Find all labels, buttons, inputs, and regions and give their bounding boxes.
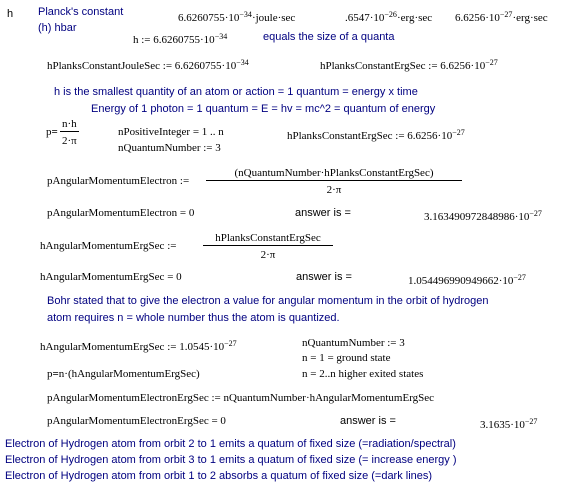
p-equals-sign: = <box>51 126 58 138</box>
angular-answer-mantissa: 3.163490972848986·10 <box>424 211 530 223</box>
planck-joule-value[interactable] <box>178 8 295 25</box>
planck-erg-sec-mantissa: hPlanksConstantErgSec := 6.6256·10 <box>320 60 486 72</box>
electron-erg-sec-definition[interactable]: pAngularMomentumElectronErgSec := nQuantumNumber·hAngularMomentumErgSec <box>47 392 435 404</box>
planck-erg1-exponent: −26 <box>384 10 397 19</box>
planck-erg-sec-definition-2[interactable] <box>287 126 465 143</box>
p-definition-lhs[interactable] <box>46 126 58 139</box>
h-definition[interactable] <box>133 30 227 47</box>
h-symbol-label: h <box>7 8 14 20</box>
h-angular-momentum-numerator: hPlanksConstantErgSec <box>203 232 333 246</box>
h-angular-answer-mantissa: 1.054496990949662·10 <box>408 275 514 287</box>
n-quantum-number-definition-2[interactable]: nQuantumNumber := 3 <box>302 337 405 349</box>
angular-momentum-electron-lhs[interactable]: pAngularMomentumElectron := <box>47 175 190 187</box>
angular-answer-exponent: −27 <box>529 209 542 218</box>
h-definition-mantissa: h := 6.6260755·10 <box>133 34 215 46</box>
p-fraction <box>60 118 79 148</box>
p-symbol: p <box>46 126 52 138</box>
electron-answer-mantissa: 3.1635·10 <box>480 419 525 431</box>
p-state-definition[interactable] <box>47 368 200 381</box>
n-positive-integer-range[interactable]: nPositiveInteger = 1 .. n <box>118 126 224 138</box>
p-fraction-denominator: 2·π <box>61 135 77 147</box>
h-angular-momentum-value-definition[interactable] <box>40 337 237 354</box>
ground-state-note: n = 1 = ground state <box>302 352 391 364</box>
planck-erg2-unit: ·erg·sec <box>512 12 548 24</box>
angular-momentum-electron-denominator: 2·π <box>326 184 342 196</box>
quantum-note-2: Energy of 1 photon = 1 quantum = E = hv = mc^2 = quantum of energy <box>91 103 436 115</box>
planck-erg-sec-2-exponent: −27 <box>452 128 465 137</box>
angular-momentum-electron-numerator: (nQuantumNumber·hPlanksConstantErgSec) <box>206 167 462 181</box>
h-angular-answer-exponent: −27 <box>513 273 526 282</box>
planck-erg-sec-2-mantissa: hPlanksConstantErgSec := 6.6256·10 <box>287 130 453 142</box>
footer-note-1: Electron of Hydrogen atom from orbit 2 to 1 emits a quatum of fixed size (=radiation/spectral) <box>5 438 456 450</box>
h-angular-answer-value <box>408 271 526 288</box>
planck-erg-sec-definition[interactable] <box>320 56 498 73</box>
excited-states-note: n = 2..n higher exited states <box>302 368 424 380</box>
quantum-note-1: h is the smallest quantity of an atom or action = 1 quantum = energy x time <box>54 86 418 98</box>
footer-note-3: Electron of Hydrogen atom from orbit 1 to 2 absorbs a quatum of fixed size (=dark lines) <box>5 470 433 482</box>
planck-joule-sec-exponent: −34 <box>236 58 249 67</box>
planck-joule-mantissa: 6.6260755·10 <box>178 12 240 24</box>
h-angular-answer-label: answer is = <box>296 271 352 283</box>
electron-answer-label: answer is = <box>340 415 396 427</box>
h-angular-momentum-denominator: 2·π <box>260 249 276 261</box>
planck-joule-sec-definition[interactable] <box>47 56 249 73</box>
planck-erg2-mantissa: 6.6256·10 <box>455 12 500 24</box>
planck-erg-value-2[interactable] <box>455 8 548 25</box>
planck-erg-value-1[interactable] <box>345 8 432 25</box>
equals-quanta-text: equals the size of a quanta <box>263 31 395 43</box>
electron-answer-exponent: −27 <box>524 417 538 426</box>
p-state-equals: = <box>52 368 59 380</box>
h-definition-exponent: −34 <box>214 32 228 41</box>
planck-erg1-unit: ·erg·sec <box>396 12 433 24</box>
electron-erg-sec-eval[interactable]: pAngularMomentumElectronErgSec = 0 <box>47 415 226 427</box>
bohr-note-2: atom requires n = whole number thus the atom is quantized. <box>47 312 340 324</box>
planck-joule-sec-mantissa: hPlanksConstantJouleSec := 6.6260755·10 <box>47 60 237 72</box>
plancks-constant-label: Planck's constant <box>38 6 124 18</box>
h-angular-value-exponent: −27 <box>224 339 237 348</box>
p-state-rhs: n·(hAngularMomentumErgSec) <box>58 368 200 380</box>
angular-answer-value <box>424 207 542 224</box>
electron-answer-value <box>480 415 537 432</box>
planck-erg-sec-exponent: −27 <box>485 58 498 67</box>
h-angular-value-mantissa: hAngularMomentumErgSec := 1.0545·10 <box>40 341 225 353</box>
n-quantum-number-definition[interactable]: nQuantumNumber := 3 <box>118 142 221 154</box>
angular-momentum-electron-fraction <box>206 167 462 197</box>
footer-note-2: Electron of Hydrogen atom from orbit 3 to 1 emits a quatum of fixed size (= increase energy ) <box>5 454 457 466</box>
angular-momentum-electron-eval[interactable]: pAngularMomentumElectron = 0 <box>47 207 195 219</box>
h-angular-momentum-eval[interactable]: hAngularMomentumErgSec = 0 <box>40 271 182 283</box>
angular-answer-label: answer is = <box>295 207 351 219</box>
h-angular-momentum-lhs[interactable]: hAngularMomentumErgSec := <box>40 240 177 252</box>
hbar-label: (h) hbar <box>38 22 77 34</box>
planck-erg2-exponent: −27 <box>499 10 513 19</box>
p-state-symbol: p <box>47 368 53 380</box>
p-fraction-numerator: n·h <box>62 118 77 130</box>
planck-erg1-mantissa: .6547·10 <box>345 12 385 24</box>
bohr-note-1: Bohr stated that to give the electron a value for angular momentum in the orbit of hydrogen <box>47 295 489 307</box>
h-angular-momentum-fraction <box>203 232 333 262</box>
planck-joule-exponent: −34 <box>239 10 252 19</box>
planck-joule-unit: ·joule·sec <box>251 12 296 24</box>
